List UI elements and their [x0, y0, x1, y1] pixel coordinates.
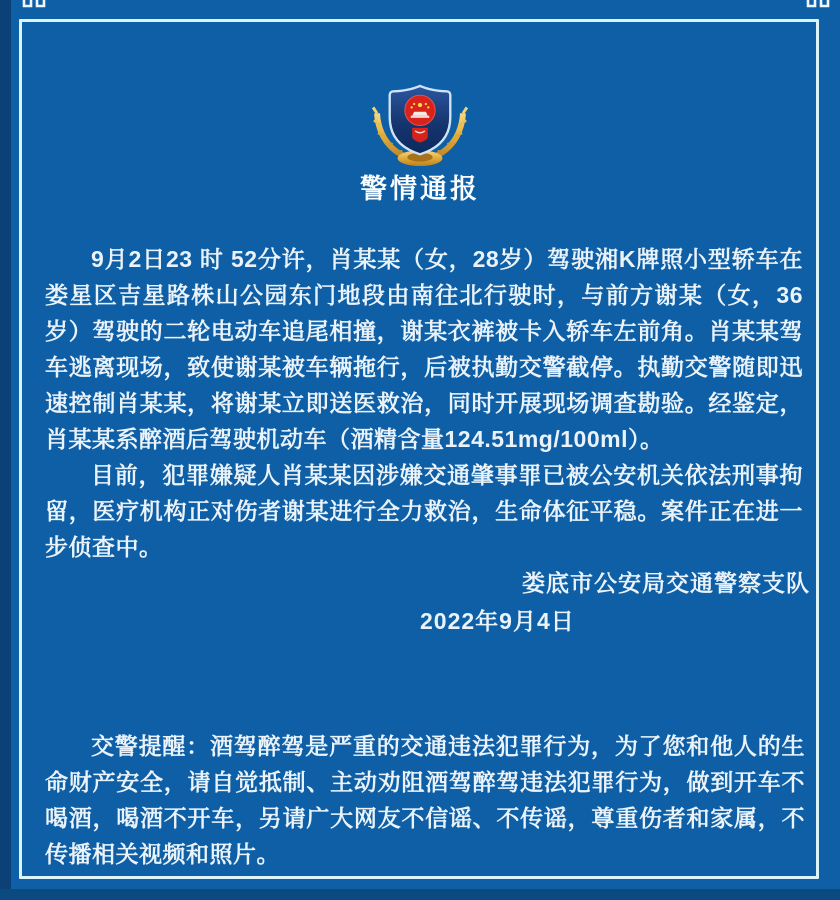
notice-body [45, 241, 803, 565]
body-paragraph-2: 目前，犯罪嫌疑人肖某某因涉嫌交通肇事罪已被公安机关依法刑事拘留，医疗机构正对伤者谢某进行全力救治，生命体征平稳。案件正在进一步侦查中。 [45, 462, 803, 560]
body-paragraph-1: 9月2日23 时 52分许，肖某某（女，28岁）驾驶湘K牌照小型轿车在娄星区吉星路株山公园东门地段由南往北行驶时，与前方谢某（女，36岁）驾驶的二轮电动车追尾相撞，谢某衣裤被卡入轿车左前角。肖某某驾车逃离现场，致使谢某被车辆拖行，后被执勤交警截停。执勤交警随即迅速控制肖某某，将谢某立即送医救治，同时开展现场调查勘验。经鉴定，肖某某系醉酒后驾驶机动车（酒精含量124.51mg/100ml）。 [45, 246, 803, 452]
notice-title: 警情通报 [360, 174, 480, 204]
police-badge-icon [366, 82, 474, 168]
reminder-paragraph: 交警提醒：酒驾醉驾是严重的交通违法犯罪行为，为了您和他人的生命财产安全，请自觉抵制、主动劝阻酒驾醉驾违法犯罪行为，做到开车不喝酒，喝酒不开车，另请广大网友不信谣、不传谣，尊重伤者和家属，不传播相关视频和照片。 [45, 733, 805, 867]
image-edge-shadow-bottom [0, 889, 840, 900]
police-reminder [45, 728, 805, 872]
image-edge-shadow-left [0, 0, 11, 900]
issuing-authority: 娄底市公安局交通警察支队 [522, 570, 810, 596]
cropped-text-remnant-icon [22, 0, 48, 10]
notice-date: 2022年9月4日 [420, 608, 575, 634]
cropped-text-remnant-icon [806, 0, 832, 10]
